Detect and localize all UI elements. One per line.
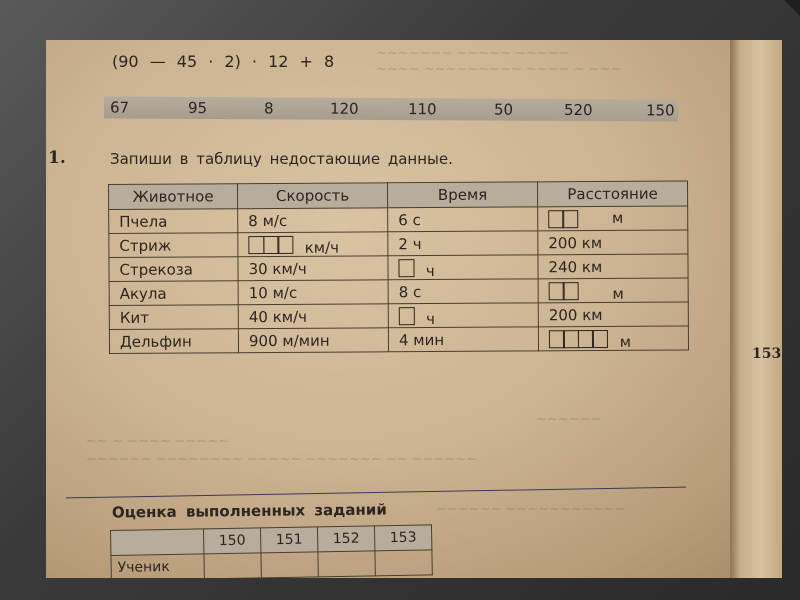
speed-cell: 8 м/с bbox=[238, 208, 388, 233]
table-row bbox=[109, 206, 688, 234]
evaluation-column-header: 150 bbox=[203, 528, 260, 554]
answer-value: 110 bbox=[407, 100, 437, 119]
table-row bbox=[109, 302, 688, 330]
answer-box bbox=[399, 307, 414, 326]
speed-cell: 40 км/ч bbox=[238, 304, 388, 329]
table-row bbox=[109, 230, 688, 258]
table-row bbox=[109, 326, 688, 354]
unit-label: ч bbox=[426, 310, 436, 329]
animal-cell: Дельфин bbox=[109, 329, 238, 354]
answer-value: 8 bbox=[263, 99, 274, 118]
distance-cell: 200 км bbox=[538, 230, 688, 255]
answers-strip bbox=[104, 96, 678, 121]
distance-cell: 200 км bbox=[538, 302, 688, 327]
evaluation-cell bbox=[204, 553, 261, 578]
animal-cell: Кит bbox=[109, 305, 238, 330]
unit-label: м bbox=[612, 284, 624, 304]
unit-label: км/ч bbox=[304, 238, 340, 257]
distance-cell bbox=[538, 206, 688, 231]
bleed-through-text: ~~~~~~ ~~~~~~~~~~~ bbox=[436, 502, 626, 517]
time-cell: 6 с bbox=[388, 207, 538, 232]
answer-box bbox=[398, 259, 413, 278]
animal-cell: Стриж bbox=[109, 233, 238, 258]
evaluation-cell bbox=[318, 551, 375, 577]
animal-cell: Стрекоза bbox=[109, 257, 238, 282]
answer-boxes bbox=[549, 329, 607, 348]
unit-label: м bbox=[611, 208, 624, 228]
unit-label: м bbox=[619, 332, 632, 352]
animal-cell: Акула bbox=[109, 281, 238, 306]
unit-label: ч bbox=[425, 262, 435, 281]
task-number: 1. bbox=[48, 148, 66, 168]
evaluation-title: Оценка выполненных заданий bbox=[111, 500, 387, 522]
table-row bbox=[109, 278, 688, 306]
time-cell: 8 с bbox=[388, 279, 538, 304]
column-header: Расстояние bbox=[537, 181, 687, 207]
evaluation-corner-cell bbox=[111, 529, 204, 556]
answer-boxes bbox=[549, 282, 578, 301]
column-header: Время bbox=[387, 182, 537, 208]
page-number: 153 bbox=[752, 346, 782, 362]
bleed-through-text: ~~~~~~ bbox=[536, 412, 602, 427]
evaluation-row bbox=[111, 550, 432, 578]
answer-boxes bbox=[248, 235, 292, 254]
speed-cell: 900 м/мин bbox=[238, 328, 388, 353]
column-header: Скорость bbox=[238, 183, 388, 209]
distance-cell bbox=[538, 326, 688, 351]
speed-cell: 30 км/ч bbox=[238, 256, 388, 281]
answer-value: 50 bbox=[493, 100, 514, 119]
evaluation-column-header: 153 bbox=[374, 525, 431, 551]
time-cell: 4 мин bbox=[388, 327, 538, 352]
time-cell: 2 ч bbox=[388, 231, 538, 256]
animal-cell: Пчела bbox=[109, 209, 238, 234]
distance-cell: 240 км bbox=[538, 254, 688, 279]
section-divider bbox=[66, 487, 686, 499]
table-row bbox=[109, 254, 688, 282]
next-page-edge bbox=[730, 40, 782, 578]
column-header: Животное bbox=[109, 184, 238, 210]
speed-time-distance-table bbox=[108, 180, 689, 354]
answer-value: 150 bbox=[645, 101, 675, 120]
bleed-through-text: ~~~~ ~~~~~~~~~ ~~~~ ~ ~~~ bbox=[376, 62, 622, 77]
bleed-through-text: ~~~~~~ ~~~~~~~~ ~~~~~ ~~~~~~~ ~~ ~~~~~~ bbox=[86, 452, 478, 467]
answer-value: 67 bbox=[109, 98, 130, 117]
textbook-photo bbox=[46, 40, 782, 578]
speed-cell: 10 м/с bbox=[238, 280, 388, 305]
speed-cell bbox=[238, 232, 388, 257]
evaluation-cell bbox=[375, 550, 432, 576]
distance-cell bbox=[538, 278, 688, 303]
answer-value: 520 bbox=[563, 100, 593, 120]
answer-boxes bbox=[548, 210, 577, 229]
bleed-through-text: ~~~~~~~ ~~~~~ ~~~~~ bbox=[376, 46, 570, 61]
slide-corner-fold bbox=[784, 0, 800, 16]
time-cell bbox=[388, 303, 538, 328]
task-instruction: Запиши в таблицу недостающие данные. bbox=[110, 150, 453, 168]
evaluation-table bbox=[110, 524, 433, 578]
time-cell bbox=[388, 255, 538, 280]
answer-value: 95 bbox=[187, 98, 208, 118]
evaluation-cell bbox=[261, 552, 318, 578]
expression: (90 — 45 · 2) · 12 + 8 bbox=[112, 52, 335, 71]
table-header-row bbox=[109, 181, 688, 210]
answer-value: 120 bbox=[329, 99, 359, 118]
evaluation-row-label: Ученик bbox=[111, 554, 204, 578]
bleed-through-text: ~~ ~ ~~~~ ~~~~~ bbox=[86, 434, 230, 449]
evaluation-column-header: 151 bbox=[260, 527, 317, 553]
evaluation-column-header: 152 bbox=[317, 526, 374, 552]
